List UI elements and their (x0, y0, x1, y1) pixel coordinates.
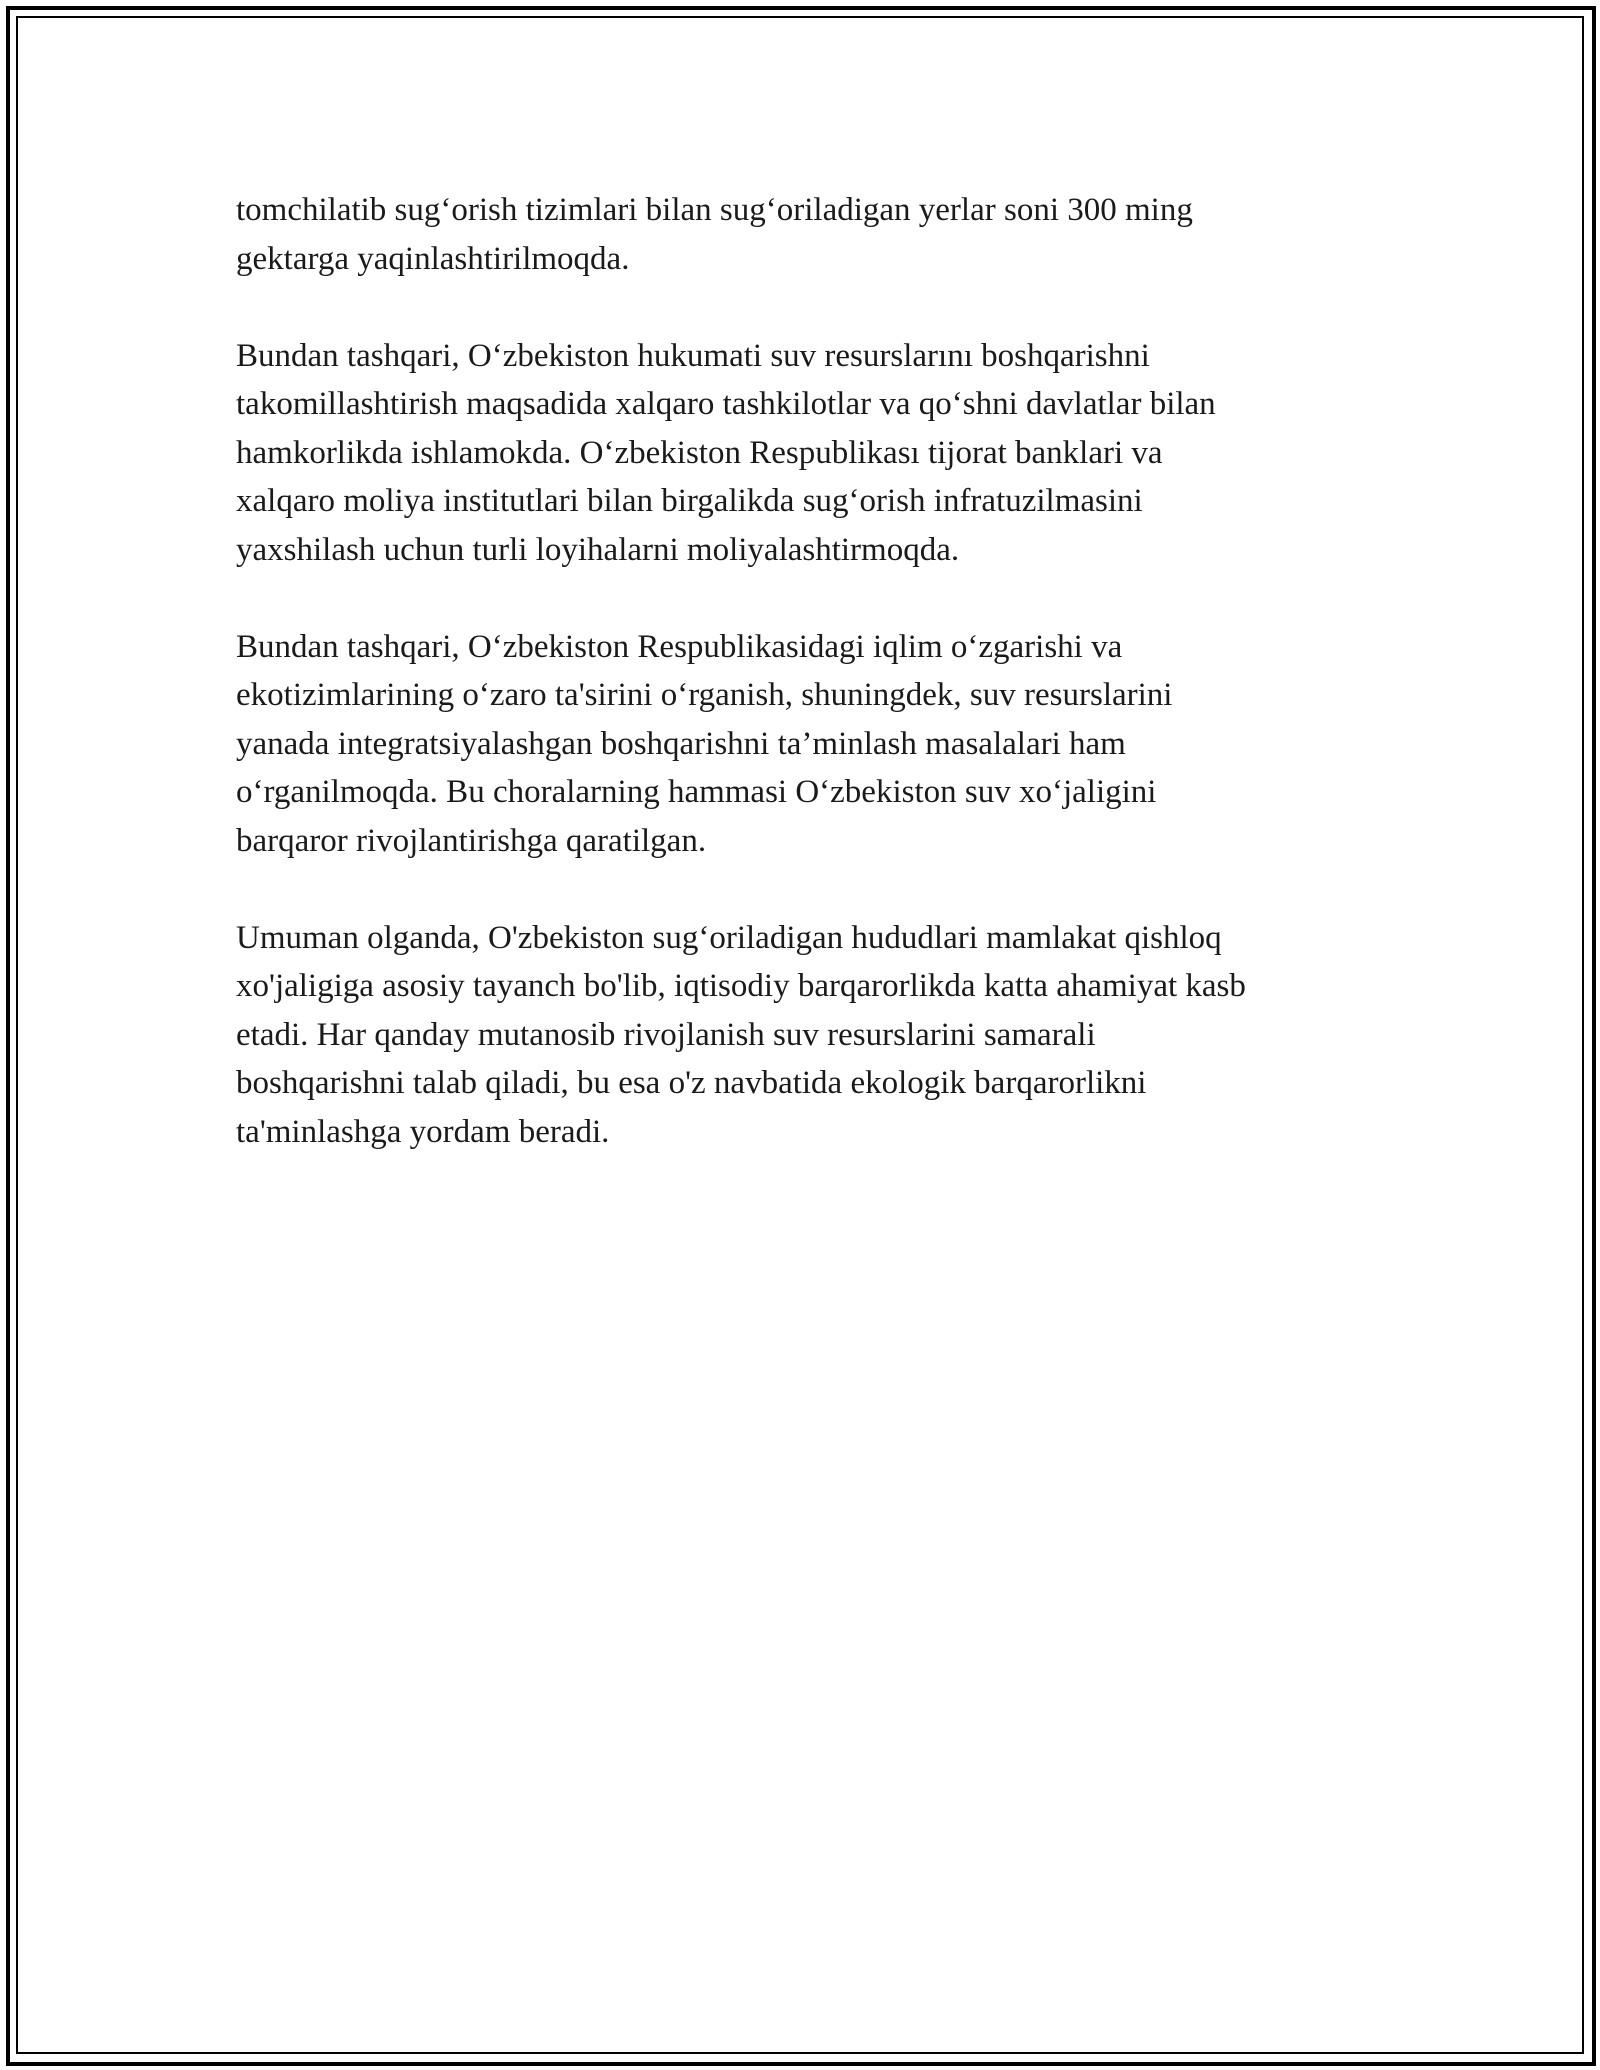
paragraph-line: gektarga yaqinlashtirilmoqda. (236, 240, 630, 277)
paragraph-line: Umuman olganda, O'zbekiston sug‘oriladigan hududlari mamlakat qishloq (236, 919, 1222, 956)
paragraph-line: yaxshilash uchun turli loyihalarni moliyalashtirmoqda. (236, 531, 960, 568)
paragraph-line: Bundan tashqari, O‘zbekiston hukumati suv resurslarını boshqarishni (236, 337, 1150, 374)
paragraph-line: boshqarishni talab qiladi, bu esa o'z navbatida ekologik barqarorlikni (236, 1065, 1147, 1101)
paragraph-line: hamkorlikda ishlamokda. O‘zbekiston Respublikası tijorat banklari va (236, 434, 1163, 471)
paragraph-line: takomillashtirish maqsadida xalqaro tashkilotlar va qo‘shni davlatlar bilan (236, 386, 1216, 422)
paragraph-line: xo'jaligiga asosiy tayanch bo'lib, iqtisodiy barqarorlikda katta ahamiyat kasb (236, 968, 1246, 1004)
paragraph-line: ta'minlashga yordam beradi. (236, 1113, 610, 1150)
paragraph-2 (236, 332, 1376, 575)
paragraph-line: barqaror rivojlantirishga qaratilgan. (236, 822, 707, 859)
paragraph-line: Bundan tashqari, O‘zbekiston Respublikasidagi iqlim o‘zgarishi va (236, 628, 1123, 665)
paragraph-1 (236, 186, 1376, 283)
document-body (236, 186, 1376, 1205)
paragraph-line: xalqaro moliya institutlari bilan birgalikda sug‘orish infratuzilmasini (236, 483, 1143, 519)
paragraph-line: o‘rganilmoqda. Bu choralarning hammasi O‘zbekiston suv xo‘jaligini (236, 774, 1157, 810)
paragraph-4 (236, 914, 1376, 1157)
paragraph-line: ekotizimlarining o‘zaro ta'sirini o‘rganish, shuningdek, suv resurslarini (236, 677, 1173, 713)
paragraph-3 (236, 623, 1376, 866)
paragraph-line: etadi. Har qanday mutanosib rivojlanish suv resurslarini samarali (236, 1016, 1096, 1053)
paragraph-line: yanada integratsiyalashgan boshqarishni ta’minlash masalalari ham (236, 725, 1126, 762)
paragraph-line: tomchilatib sug‘orish tizimlari bilan sug‘oriladigan yerlar soni 300 ming (236, 192, 1193, 228)
